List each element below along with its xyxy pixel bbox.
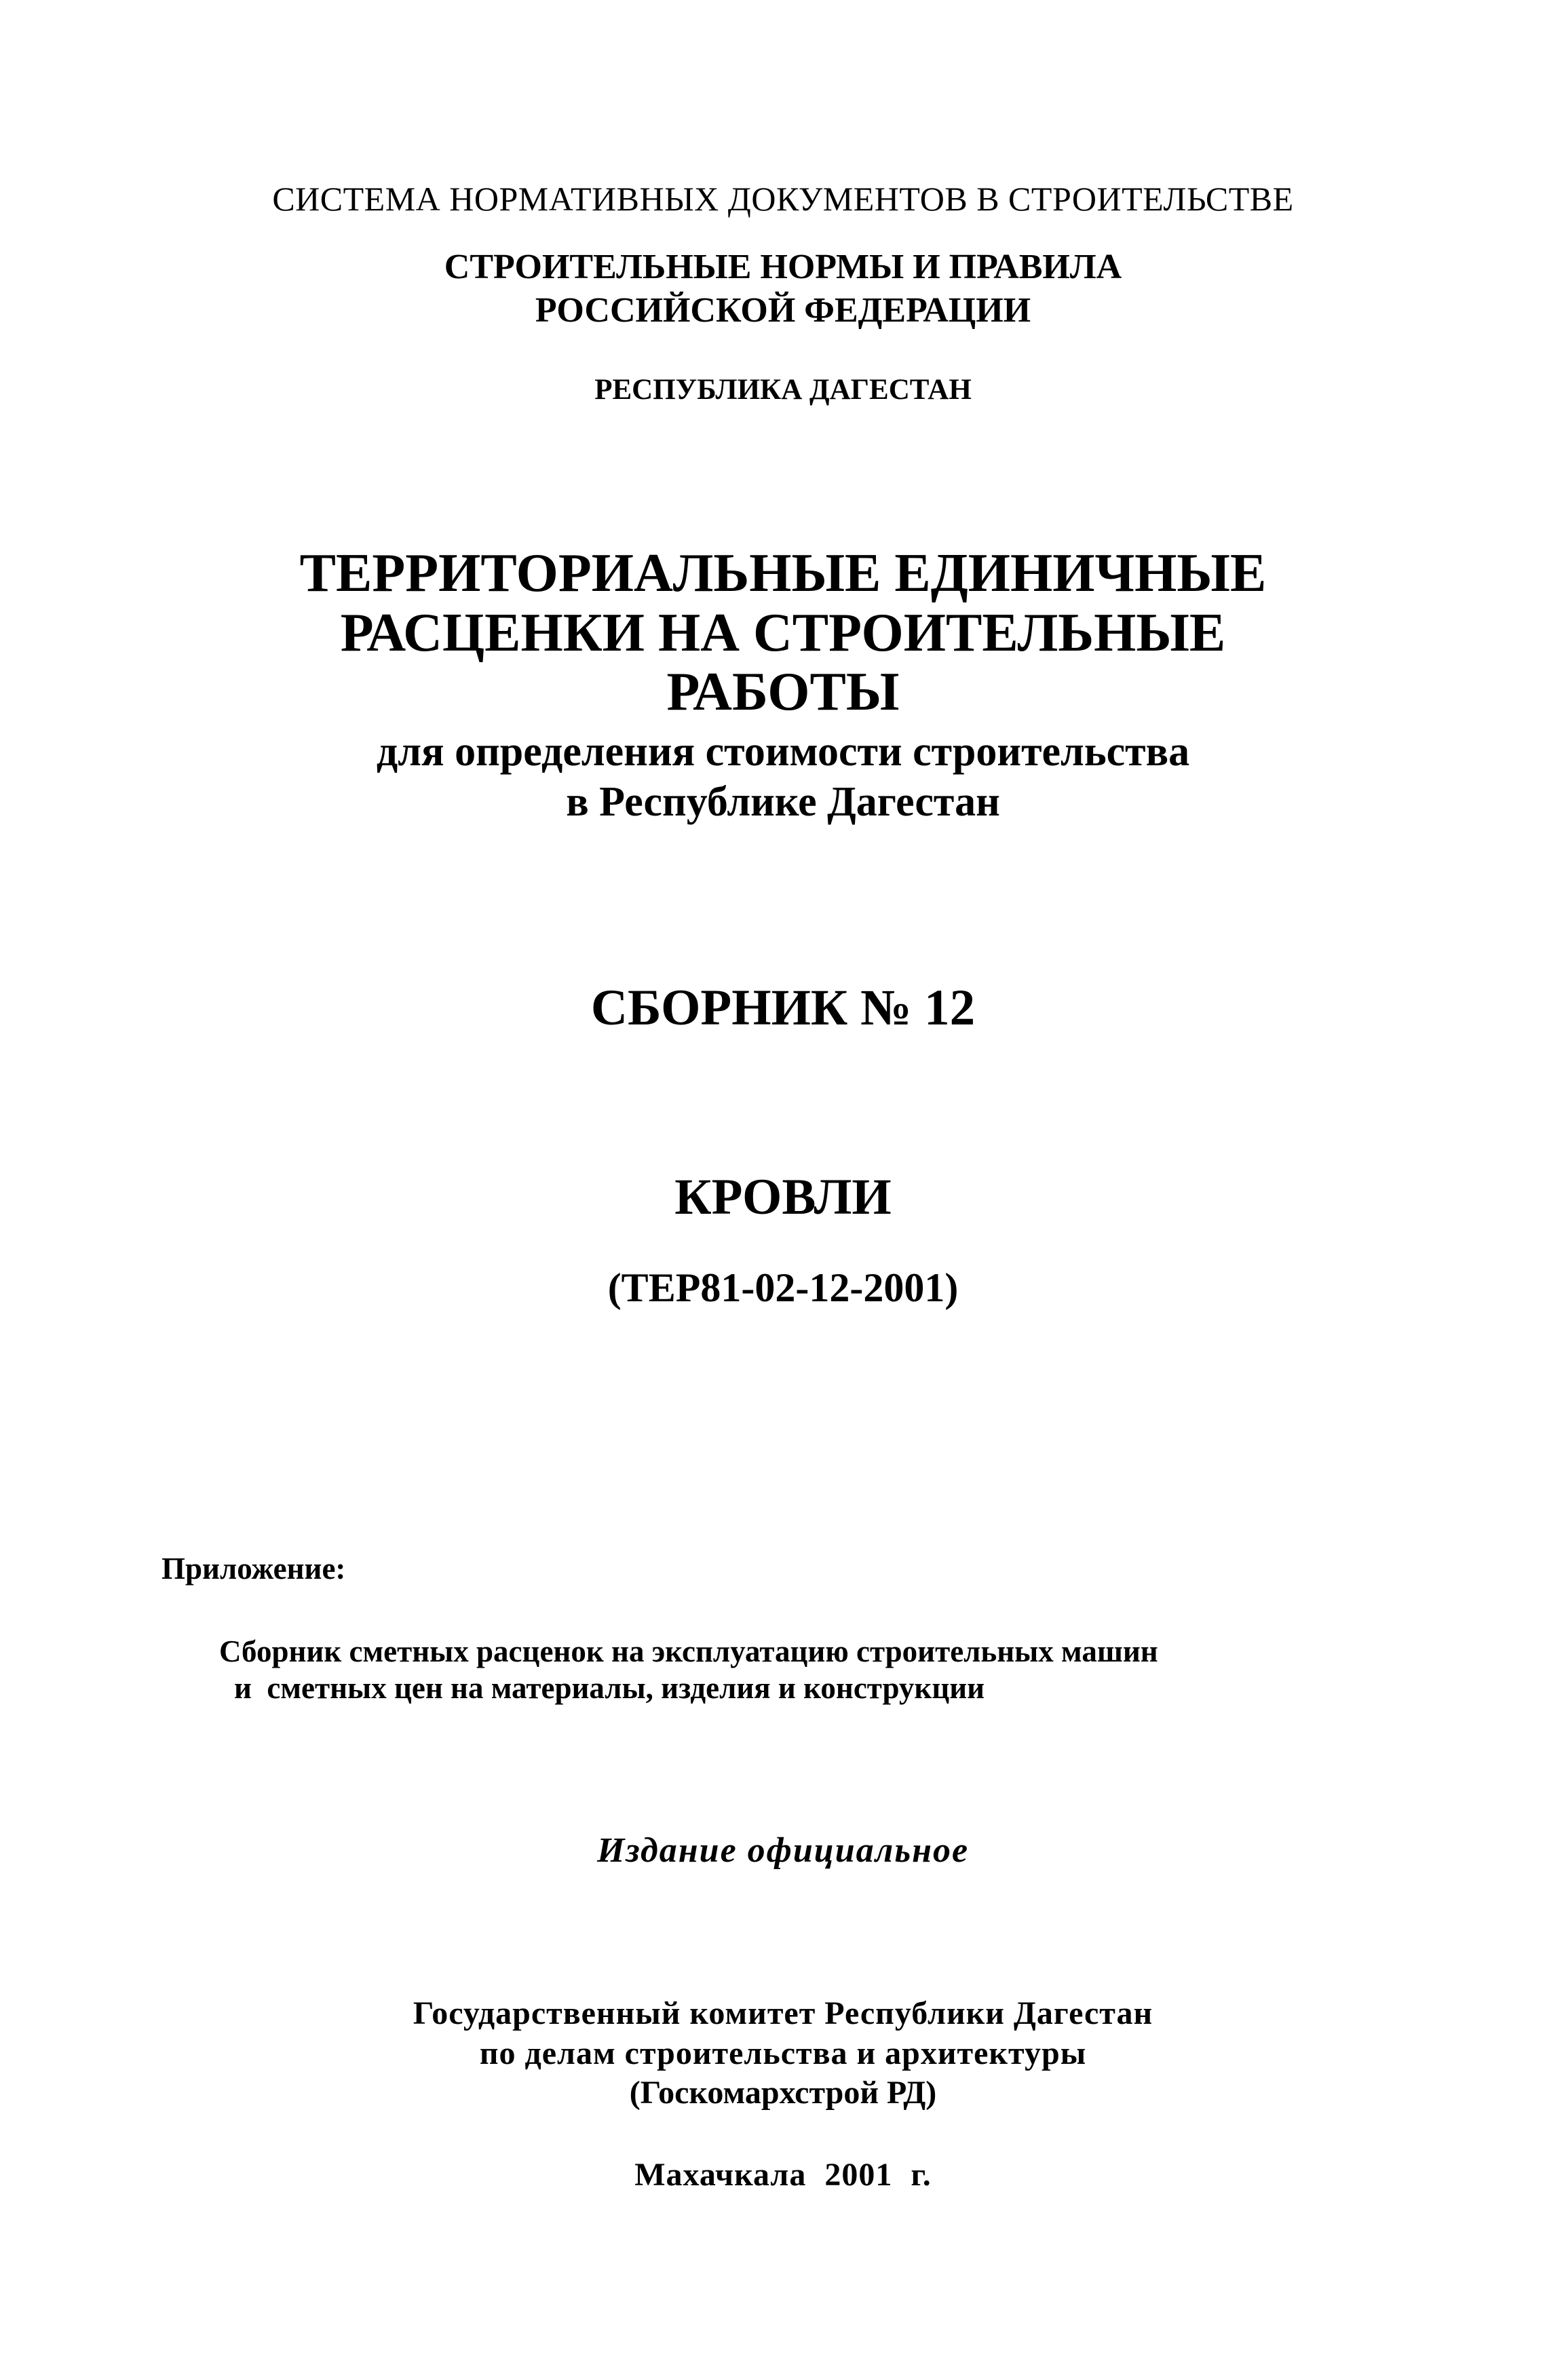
title-line2: РАСЦЕНКИ НА СТРОИТЕЛЬНЫЕ xyxy=(340,603,1226,663)
appendix-text-line2: и сметных цен на материалы, изделия и конструкции xyxy=(234,1671,985,1705)
snip-heading-line2: РОССИЙСКОЙ ФЕДЕРАЦИИ xyxy=(535,291,1031,330)
appendix-text-line1: Сборник сметных расценок на эксплуатацию строительных машин xyxy=(219,1634,1158,1668)
publisher-line2: по делам строительства и архитектуры xyxy=(479,2035,1087,2071)
snip-heading-line1: СТРОИТЕЛЬНЫЕ НОРМЫ И ПРАВИЛА xyxy=(444,248,1122,286)
collection-number: СБОРНИК № 12 xyxy=(590,980,976,1036)
title-purpose-line1: для определения стоимости строительства xyxy=(376,729,1190,775)
title-purpose-line2: в Республике Дагестан xyxy=(566,779,1000,825)
place-and-year: Махачкала 2001 г. xyxy=(634,2157,932,2193)
appendix-label: Приложение: xyxy=(161,1552,346,1586)
title-line1: ТЕРРИТОРИАЛЬНЫЕ ЕДИНИЧНЫЕ xyxy=(299,543,1267,603)
publisher-line1: Государственный комитет Республики Дагестан xyxy=(413,1995,1153,2031)
document-code: (ТЕР81-02-12-2001) xyxy=(607,1265,959,1310)
republic-heading: РЕСПУБЛИКА ДАГЕСТАН xyxy=(594,374,972,406)
edition-note: Издание официальное xyxy=(596,1831,970,1870)
section-title: КРОВЛИ xyxy=(674,1169,892,1225)
publisher-line3: (Госкомархстрой РД) xyxy=(629,2075,937,2111)
system-heading: СИСТЕМА НОРМАТИВНЫХ ДОКУМЕНТОВ В СТРОИТЕЛЬСТВЕ xyxy=(272,180,1294,218)
title-line3: РАБОТЫ xyxy=(666,662,900,722)
